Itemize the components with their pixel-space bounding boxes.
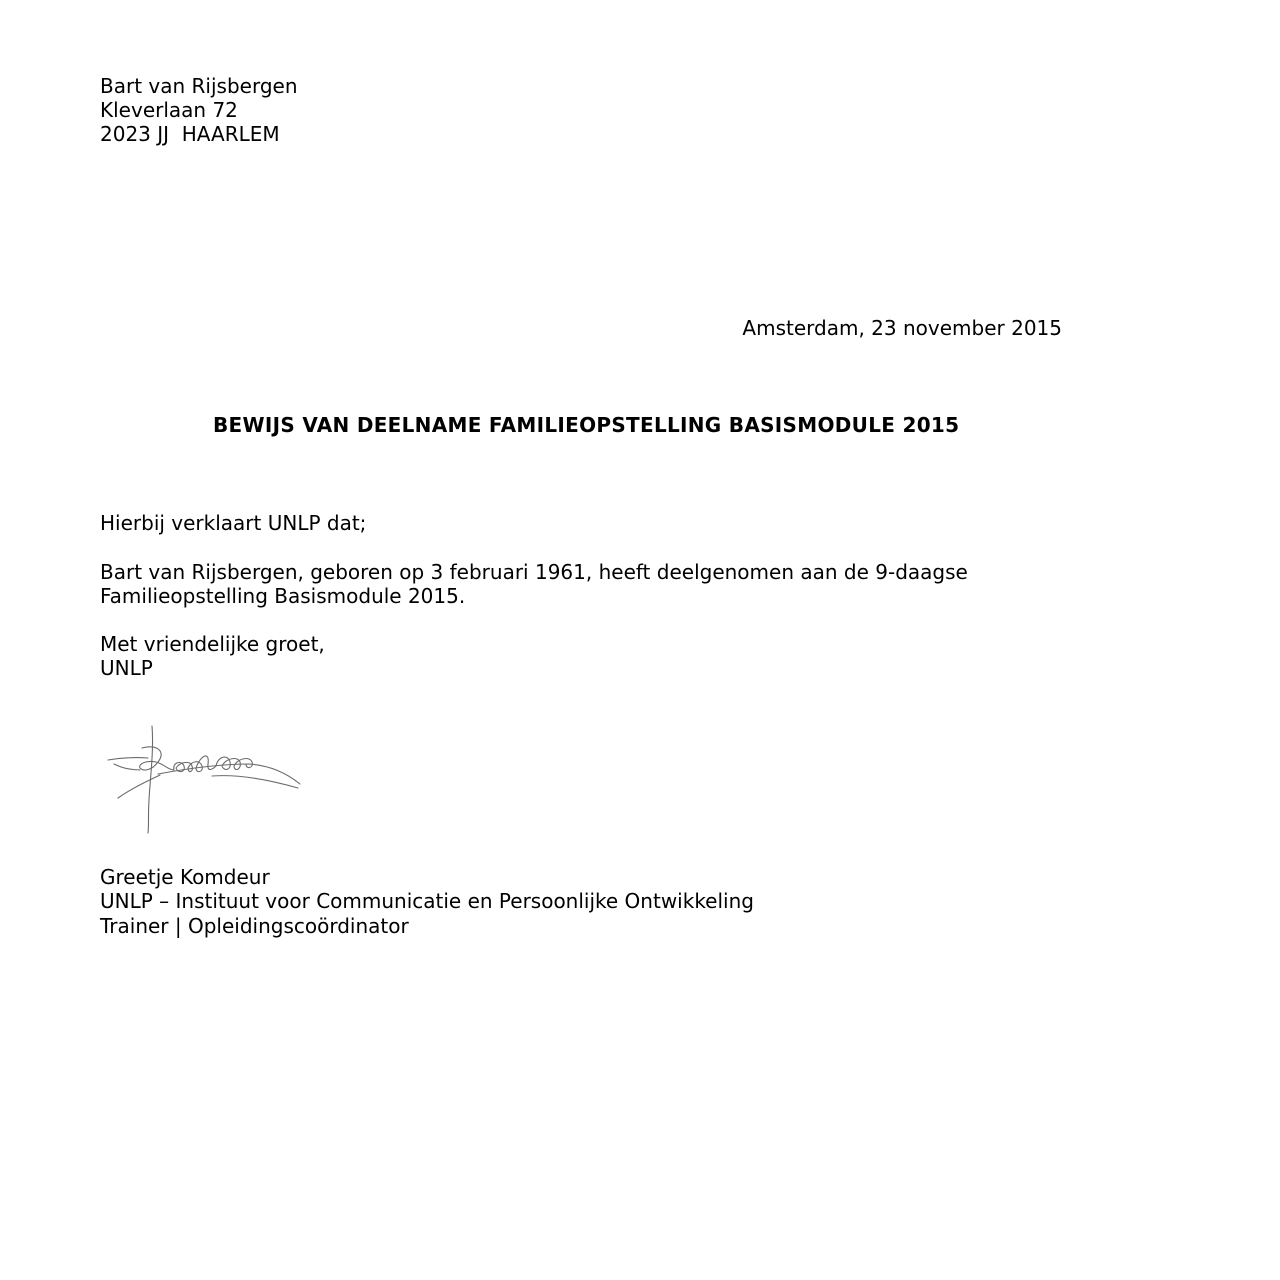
signatory-role: Trainer | Opleidingscoördinator [100,914,409,938]
statement-line-2: Familieopstelling Basismodule 2015. [100,584,466,608]
recipient-name: Bart van Rijsbergen [100,74,298,98]
closing-organization: UNLP [100,656,153,680]
intro-sentence: Hierbij verklaart UNLP dat; [100,511,367,535]
recipient-postal-city: 2023 JJ HAARLEM [100,122,280,146]
statement-line-1: Bart van Rijsbergen, geboren op 3 februari 1961, heeft deelgenomen aan de 9-daagse [100,560,968,584]
signatory-institute: UNLP – Instituut voor Communicatie en Persoonlijke Ontwikkeling [100,889,754,913]
recipient-street: Kleverlaan 72 [100,98,238,122]
signature-icon [100,720,310,840]
place-date: Amsterdam, 23 november 2015 [742,316,1062,340]
signatory-name: Greetje Komdeur [100,865,270,889]
document-title: BEWIJS VAN DEELNAME FAMILIEOPSTELLING BASISMODULE 2015 [213,413,960,437]
closing-greeting: Met vriendelijke groet, [100,632,325,656]
